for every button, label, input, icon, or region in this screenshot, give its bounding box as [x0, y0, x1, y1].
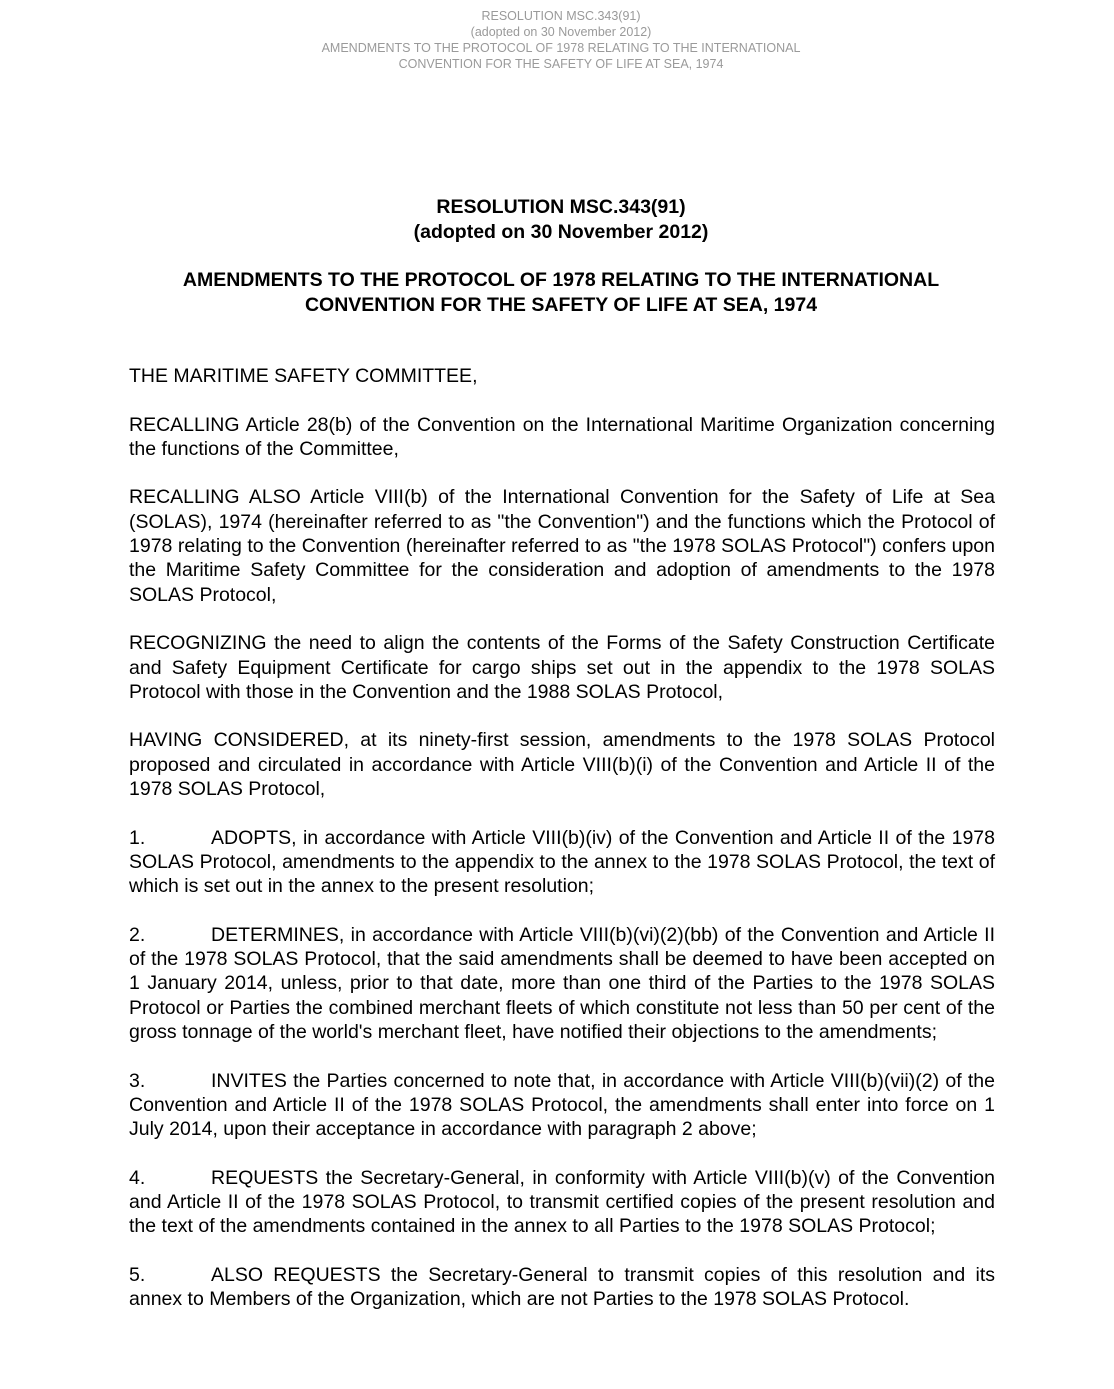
operative-paragraph-5: [129, 1263, 995, 1312]
preamble-recognizing: RECOGNIZING the need to align the contents of the Forms of the Safety Construction Certificate and Safety Equipment Certificate for cargo ships set out in the appendix to the 1978 SOLAS Protocol with those in the Convention and the 1988 SOLAS Protocol,: [129, 632, 995, 703]
paragraph-number: 4.: [129, 1166, 146, 1189]
paragraph-number: 2.: [129, 923, 146, 946]
resolution-number: RESOLUTION MSC.343(91): [436, 196, 686, 218]
running-header-line-3: AMENDMENTS TO THE PROTOCOL OF 1978 RELATING TO THE INTERNATIONAL: [321, 41, 801, 55]
preamble-having-considered: HAVING CONSIDERED, at its ninety-first session, amendments to the 1978 SOLAS Protocol proposed and circulated in accordance with Article VIII(b)(i) of the Convention and Article II of the 1978 SOLAS Protocol,: [129, 729, 995, 801]
paragraph-text: DETERMINES, in accordance with Article VIII(b)(vi)(2)(bb) of the Convention and Article II of the 1978 SOLAS Protocol, that the said amendments shall be deemed to have been accepted on 1 January 2014, unless, prior to that date, more than one third of the Parties to the 1978 SOLAS Protocol or Parties the combined merchant fleets of which constitute not less than 50 per cent of the gross tonnage of the world's merchant fleet, have notified their objections to the amendments;: [129, 923, 995, 1044]
running-header-line-2: (adopted on 30 November 2012): [470, 25, 652, 39]
subject-line-1: AMENDMENTS TO THE PROTOCOL OF 1978 RELATING TO THE INTERNATIONAL: [182, 269, 940, 291]
paragraph-text: ALSO REQUESTS the Secretary-General to transmit copies of this resolution and its annex to Members of the Organization, which are not Parties to the 1978 SOLAS Protocol.: [129, 1263, 995, 1311]
paragraph-text: ADOPTS, in accordance with Article VIII(b)(iv) of the Convention and Article II of the 1978 SOLAS Protocol, amendments to the appendix to the annex to the 1978 SOLAS Protocol, the text of which is set out in the annex to the present resolution;: [129, 826, 995, 898]
paragraph-text: REQUESTS the Secretary-General, in conformity with Article VIII(b)(v) of the Convention and Article II of the 1978 SOLAS Protocol, to transmit certified copies of the present resolution and the text of the amendments contained in the annex to all Parties to the 1978 SOLAS Protocol;: [129, 1166, 995, 1238]
resolution-subject: [0, 268, 1114, 317]
operative-paragraph-3: [129, 1069, 995, 1142]
preamble-recalling-also: RECALLING ALSO Article VIII(b) of the International Convention for the Safety of Life at Sea (SOLAS), 1974 (hereinafter referred to as "the Convention") and the functions which the Protocol of 1978 relating to the Convention (hereinafter referred to as "the 1978 SOLAS Protocol") confers upon the Maritime Safety Committee for the consideration and adoption of amendments to the 1978 SOLAS Protocol,: [129, 486, 995, 606]
document-body: [129, 364, 995, 1336]
preamble-recalling: RECALLING Article 28(b) of the Convention on the International Maritime Organization concerning the functions of the Committee,: [129, 413, 995, 460]
operative-paragraph-1: [129, 826, 995, 899]
operative-paragraph-2: [129, 923, 995, 1044]
operative-paragraph-4: [129, 1166, 995, 1239]
paragraph-number: 3.: [129, 1069, 146, 1092]
paragraph-text: INVITES the Parties concerned to note that, in accordance with Article VIII(b)(vii)(2) of the Convention and Article II of the 1978 SOLAS Protocol, the amendments shall enter into force on 1 July 2014, upon their acceptance in accordance with paragraph 2 above;: [129, 1069, 995, 1141]
running-header-line-4: CONVENTION FOR THE SAFETY OF LIFE AT SEA, 1974: [398, 57, 724, 71]
resolution-title: [0, 195, 1114, 244]
paragraph-number: 5.: [129, 1263, 146, 1286]
running-header-line-1: RESOLUTION MSC.343(91): [481, 9, 641, 23]
paragraph-number: 1.: [129, 826, 146, 849]
subject-line-2: CONVENTION FOR THE SAFETY OF LIFE AT SEA, 1974: [304, 293, 818, 316]
running-header: [0, 8, 1114, 72]
adoption-date: (adopted on 30 November 2012): [413, 220, 709, 243]
opening-line: THE MARITIME SAFETY COMMITTEE,: [129, 365, 478, 387]
